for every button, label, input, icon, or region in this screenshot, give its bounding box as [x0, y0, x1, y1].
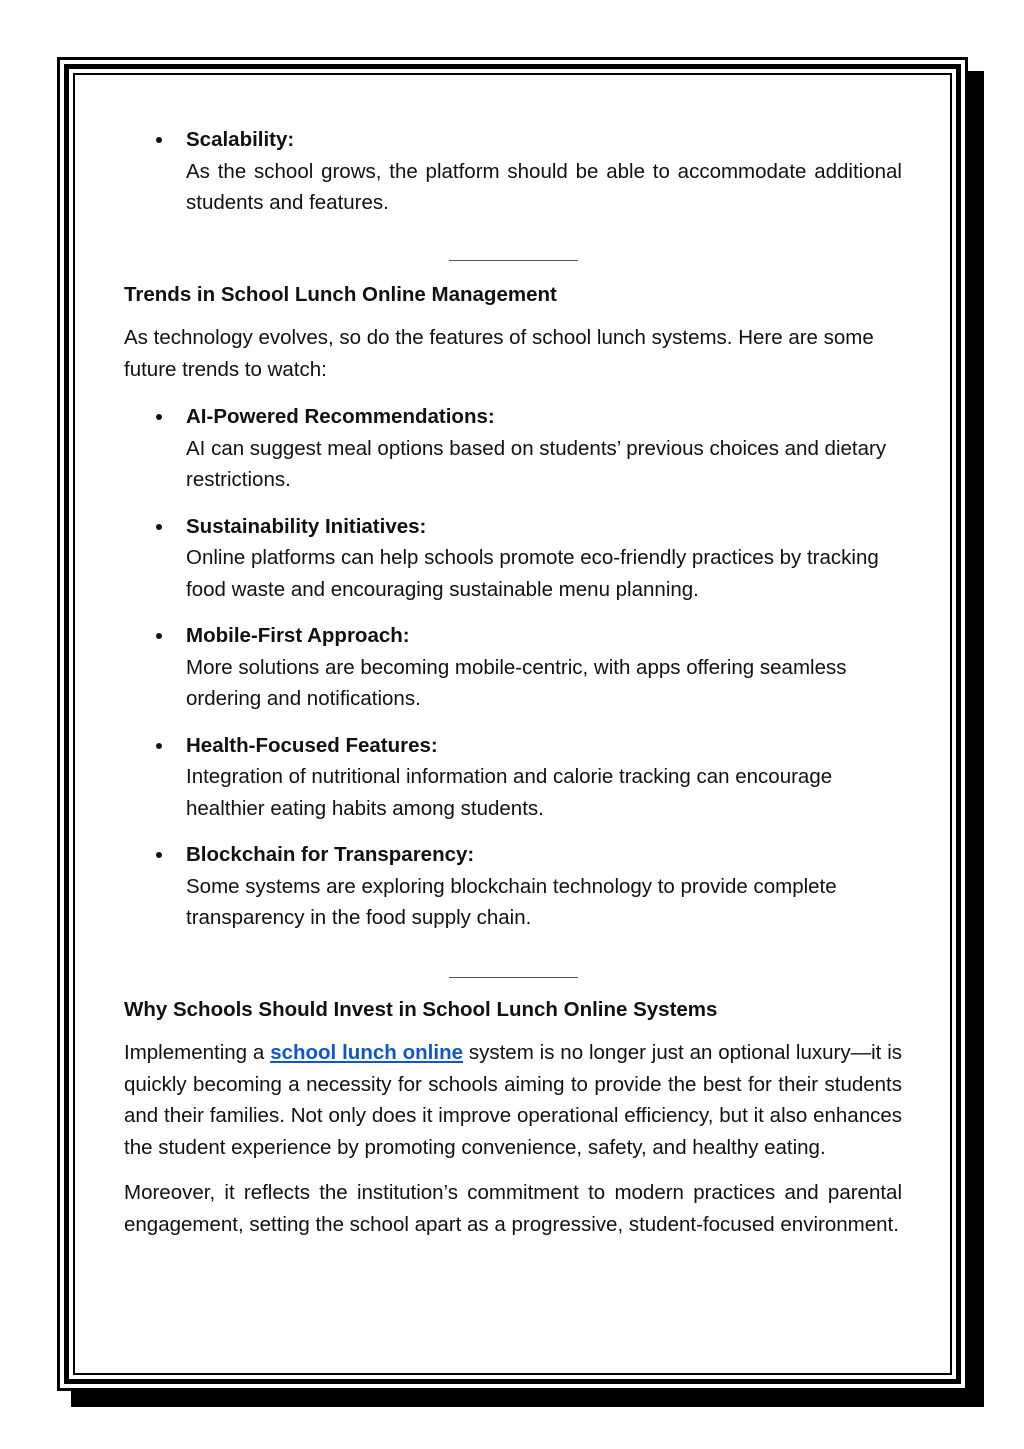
list-item-desc: Online platforms can help schools promote eco-friendly practices by tracking food waste and encouraging sustainable menu planning. — [186, 546, 879, 601]
list-item-title: Mobile-First Approach: — [186, 624, 410, 647]
list-item-desc: More solutions are becoming mobile-centric, with apps offering seamless ordering and notifications. — [186, 655, 847, 710]
list-item-desc: Some systems are exploring blockchain technology to provide complete transparency in the food supply chain. — [186, 874, 837, 929]
why-paragraph-2: Moreover, it reflects the institution’s commitment to modern practices and parental engagement, setting the school apart as a progressive, student-focused environment. — [124, 1181, 902, 1236]
list-item — [124, 730, 902, 825]
trends-heading: Trends in School Lunch Online Management — [124, 282, 557, 306]
trends-intro: As technology evolves, so do the features of school lunch systems. Here are some future trends to watch: — [124, 326, 874, 381]
list-item-title: Health-Focused Features: — [186, 733, 438, 757]
list-item-title: AI-Powered Recommendations: — [186, 405, 495, 428]
school-lunch-online-link[interactable]: school lunch online — [270, 1041, 463, 1064]
list-item-scalability — [124, 124, 902, 219]
list-item-title: Sustainability Initiatives: — [186, 514, 427, 538]
list-item — [124, 839, 902, 934]
list-item-desc: AI can suggest meal options based on students’ previous choices and dietary restrictions. — [186, 436, 887, 491]
why-paragraph-1-rest: system is no longer just an optional luxury—it is quickly becoming a necessity for schools aiming to provide the best for their students and their families. Not only does it improve operational efficiency, but it also enhances the student experience by promoting convenience, safety, and healthy eating. — [124, 1041, 902, 1159]
trends-list — [124, 401, 902, 934]
list-item — [124, 620, 902, 715]
list-item-desc: As the school grows, the platform should be able to accommodate additional students and features. — [186, 159, 902, 214]
list-item-title: Blockchain for Transparency: — [186, 843, 475, 866]
list-item-title: Scalability: — [186, 128, 295, 151]
scalability-list — [124, 124, 902, 219]
why-paragraph-1 — [124, 1037, 902, 1163]
list-item — [124, 511, 902, 606]
document-content — [124, 124, 902, 1240]
why-heading: Why Schools Should Invest in School Lunch Online Systems — [124, 997, 718, 1021]
list-item-desc: Integration of nutritional information and calorie tracking can encourage healthier eating habits among students. — [186, 765, 833, 820]
why-paragraph-1-lead: Implementing a — [124, 1041, 271, 1064]
list-item — [124, 401, 902, 496]
